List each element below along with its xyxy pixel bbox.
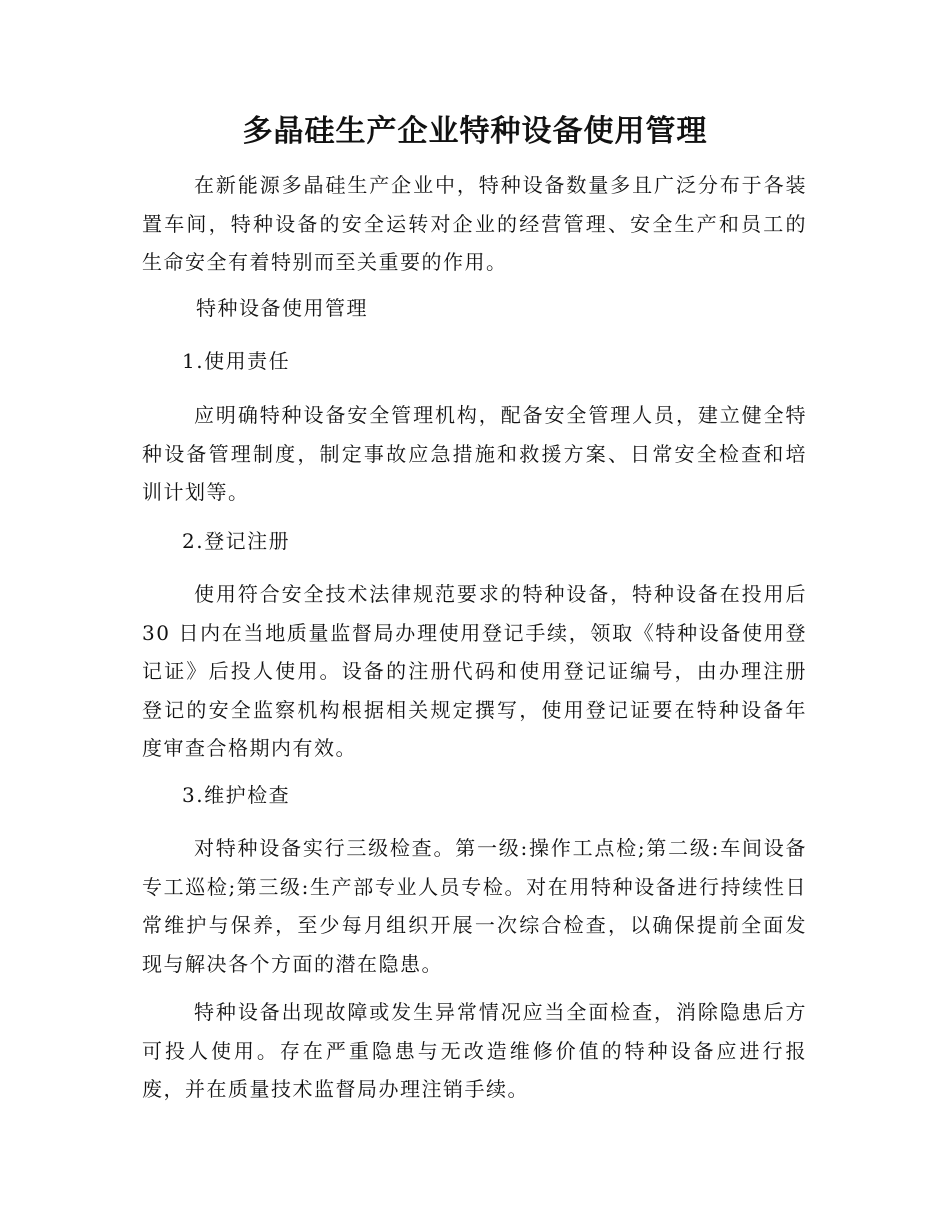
- subsection-heading-maintenance: 3.维护检查: [182, 783, 291, 807]
- paragraph-registration: 使用符合安全技术法律规范要求的特种设备，特种设备在投用后30 日内在当地质量监督局办理使用登记手续，领取《特种设备使用登记证》后投人使用。设备的注册代码和使用登记证编号，由办理注册登记的安全监察机构根据相关规定撰写，使用登记证要在特种设备年度审查合格期内有效。: [142, 582, 807, 760]
- subsection-heading-usage-responsibility: 1.使用责任: [182, 349, 291, 373]
- paragraph-usage-responsibility: 应明确特种设备安全管理机构，配备安全管理人员，建立健全特种设备管理制度，制定事故应急措施和救援方案、日常安全检查和培训计划等。: [142, 403, 807, 504]
- document-title: 多晶硅生产企业特种设备使用管理: [242, 114, 708, 149]
- section-heading: 特种设备使用管理: [196, 296, 368, 320]
- paragraph-maintenance-checks: 对特种设备实行三级检查。第一级:操作工点检;第二级:车间设备专工巡检;第三级:生产部专业人员专检。对在用特种设备进行持续性日常维护与保养，至少每月组织开展一次综合检查，以确保提前全面发现与解决各个方面的潜在隐患。: [142, 836, 807, 976]
- paragraph-fault-handling: 特种设备出现故障或发生异常情况应当全面检查，消除隐患后方可投人使用。存在严重隐患与无改造维修价值的特种设备应进行报废，并在质量技术监督局办理注销手续。: [142, 1000, 807, 1101]
- subsection-heading-registration: 2.登记注册: [182, 529, 291, 553]
- intro-paragraph: 在新能源多晶硅生产企业中，特种设备数量多且广泛分布于各装置车间，特种设备的安全运转对企业的经营管理、安全生产和员工的生命安全有着特别而至关重要的作用。: [142, 173, 807, 274]
